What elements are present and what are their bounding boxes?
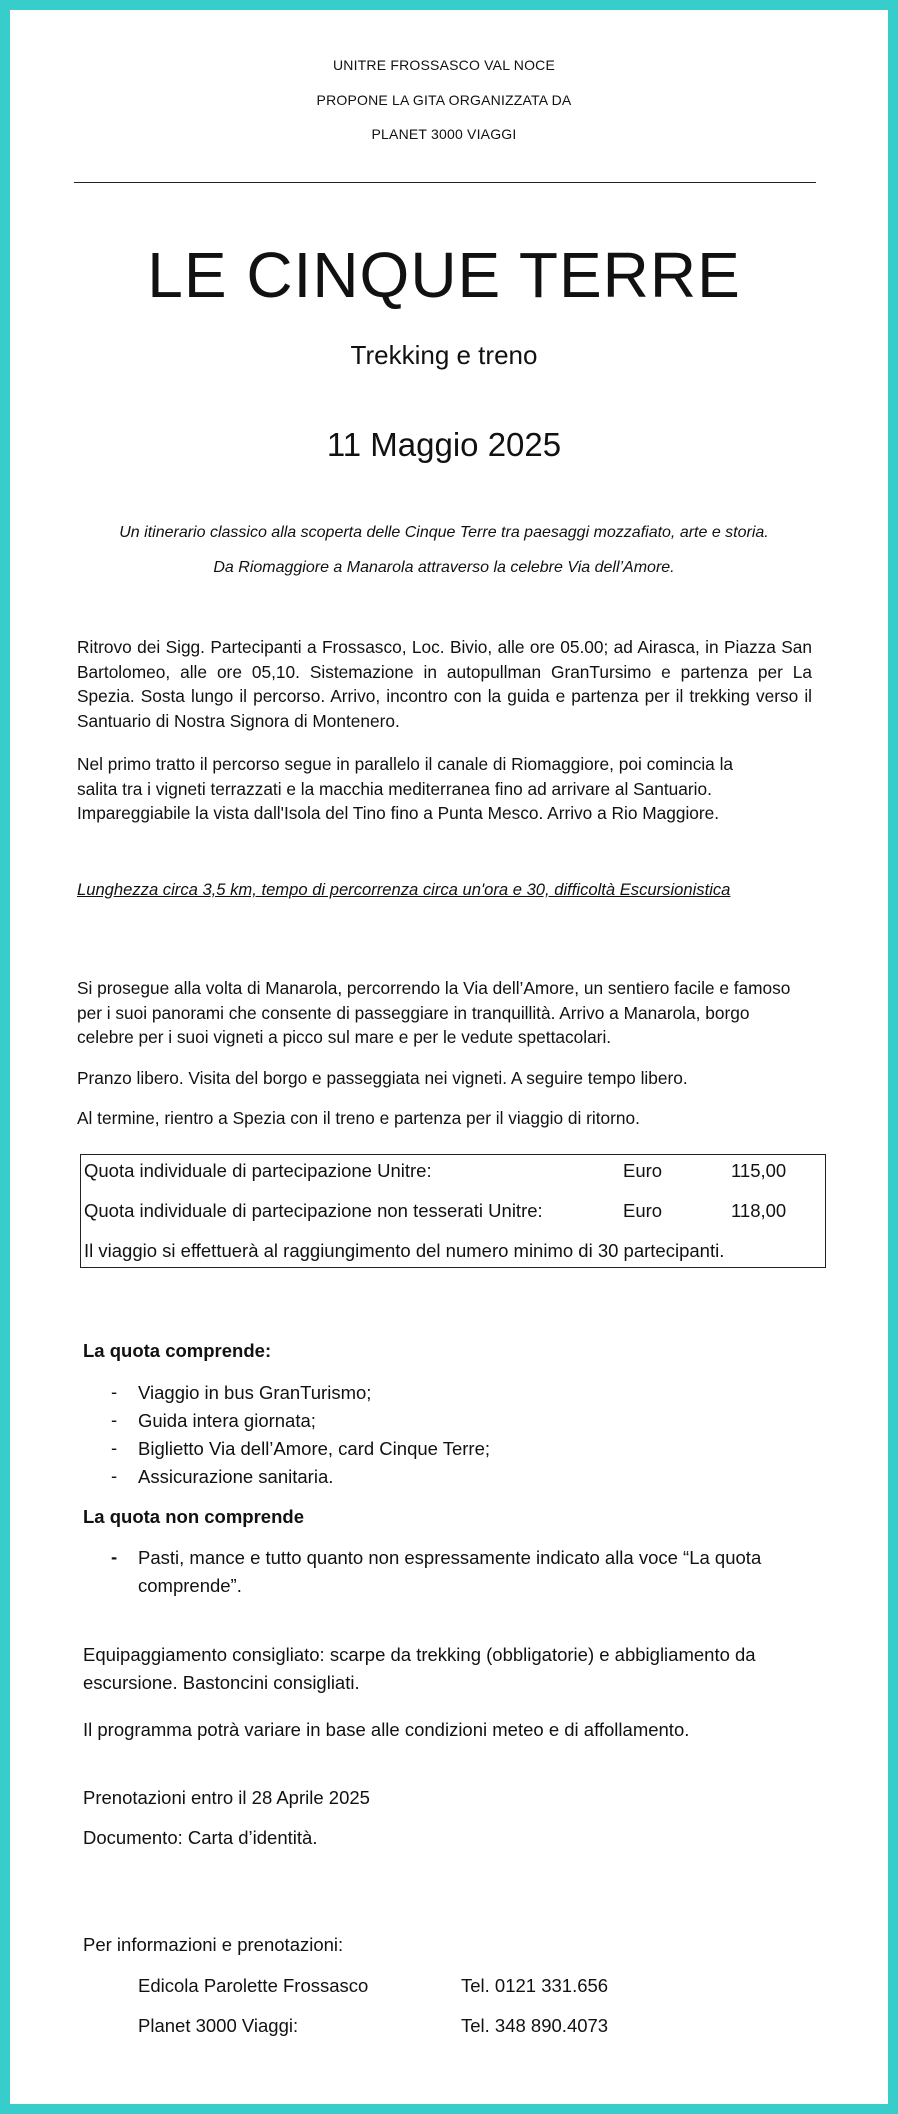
price-currency-nonmembers: Euro — [623, 1200, 663, 1221]
list-bullet: - — [111, 1546, 118, 1567]
intro-line-2: Da Riomaggiore a Manarola attraverso la celebre Via dell’Amore. — [213, 559, 675, 576]
trip-date: 11 Maggio 2025 — [326, 426, 562, 463]
list-bullet: - — [111, 1437, 118, 1458]
minimum-participants-note: Il viaggio si effettuerà al raggiungimento del numero minimo di 30 partecipanti. — [84, 1240, 725, 1261]
paragraph-route: Nel primo tratto il percorso segue in parallelo il canale di Riomaggiore, poi comincia la salita tra i vigneti terrazzati e la macchia mediterranea fino ad arrivare al Santuario. Impareggiabile la vista dall'Isola del Tino fino a Punta Mesco. Arrivo a Rio Maggiore. — [77, 754, 734, 823]
includes-item: Viaggio in bus GranTurismo; — [138, 1382, 372, 1403]
price-currency-members: Euro — [623, 1160, 663, 1181]
list-bullet: - — [111, 1381, 118, 1402]
includes-heading: La quota comprende: — [83, 1340, 272, 1361]
program-note: Il programma potrà variare in base alle condizioni meteo e di affollamento. — [83, 1719, 690, 1740]
paragraph-return: Al termine, rientro a Spezia con il treno e partenza per il viaggio di ritorno. — [77, 1108, 640, 1128]
header-divider — [74, 182, 816, 183]
proposal-line: PROPONE LA GITA ORGANIZZATA DA — [316, 92, 572, 108]
page-title: LE CINQUE TERRE — [147, 239, 741, 311]
price-label-members: Quota individuale di partecipazione Unitre: — [84, 1160, 432, 1181]
includes-item: Assicurazione sanitaria. — [138, 1466, 334, 1487]
booking-deadline: Prenotazioni entro il 28 Aprile 2025 — [83, 1787, 370, 1808]
paragraph-manarola: Si prosegue alla volta di Manarola, percorrendo la Via dell’Amore, un sentiero facile e famoso per i suoi panorami che consente di passeggiare in tranquillità. Arrivo a Manarola, borgo celebre per i suoi vigneti a picco sul mare e per le vedute spettacolari. — [77, 978, 791, 1047]
trek-length-note: Lunghezza circa 3,5 km, tempo di percorrenza circa un'ora e 30, difficoltà Escursionistica — [77, 880, 731, 899]
agency-line: PLANET 3000 VIAGGI — [371, 126, 517, 142]
contact-name: Edicola Parolette Frossasco — [138, 1975, 369, 1996]
includes-item: Guida intera giornata; — [138, 1410, 316, 1431]
paragraph-lunch: Pranzo libero. Visita del borgo e passeggiata nei vigneti. A seguire tempo libero. — [77, 1068, 688, 1088]
price-label-nonmembers: Quota individuale di partecipazione non tesserati Unitre: — [84, 1200, 543, 1221]
price-amount-members: 115,00 — [731, 1160, 787, 1181]
page-subtitle: Trekking e treno — [350, 340, 538, 370]
contacts-heading: Per informazioni e prenotazioni: — [83, 1934, 344, 1955]
excludes-heading: La quota non comprende — [83, 1506, 304, 1527]
price-box — [80, 1154, 826, 1268]
excludes-item: Pasti, mance e tutto quanto non espressamente indicato alla voce “La quota comprende”. — [138, 1547, 762, 1596]
contact-name: Planet 3000 Viaggi: — [138, 2015, 299, 2036]
intro-line-1: Un itinerario classico alla scoperta delle Cinque Terre tra paesaggi mozzafiato, arte e storia. — [119, 524, 769, 541]
list-bullet: - — [111, 1465, 118, 1486]
price-amount-nonmembers: 118,00 — [731, 1200, 787, 1221]
includes-item: Biglietto Via dell’Amore, card Cinque Terre; — [138, 1438, 491, 1459]
contact-phone: Tel. 348 890.4073 — [461, 2015, 609, 2036]
organizer-line: UNITRE FROSSASCO VAL NOCE — [332, 57, 556, 73]
paragraph-meeting: Ritrovo dei Sigg. Partecipanti a Frossasco, Loc. Bivio, alle ore 05.00; ad Airasca, in Piazza San Bartolomeo, alle ore 05,10. Sistemazione in autopullman GranTursimo e partenza per La Spezia. Sosta lungo il percorso. Arrivo, incontro con la guida e partenza per il trekking verso il Santuario di Nostra Signora di Montenero. — [77, 637, 812, 731]
required-document: Documento: Carta d’identità. — [83, 1827, 318, 1848]
contact-phone: Tel. 0121 331.656 — [461, 1975, 609, 1996]
equipment-note: Equipaggiamento consigliato: scarpe da trekking (obbligatorie) e abbigliamento da escursione. Bastoncini consigliati. — [83, 1644, 756, 1693]
list-bullet: - — [111, 1409, 118, 1430]
